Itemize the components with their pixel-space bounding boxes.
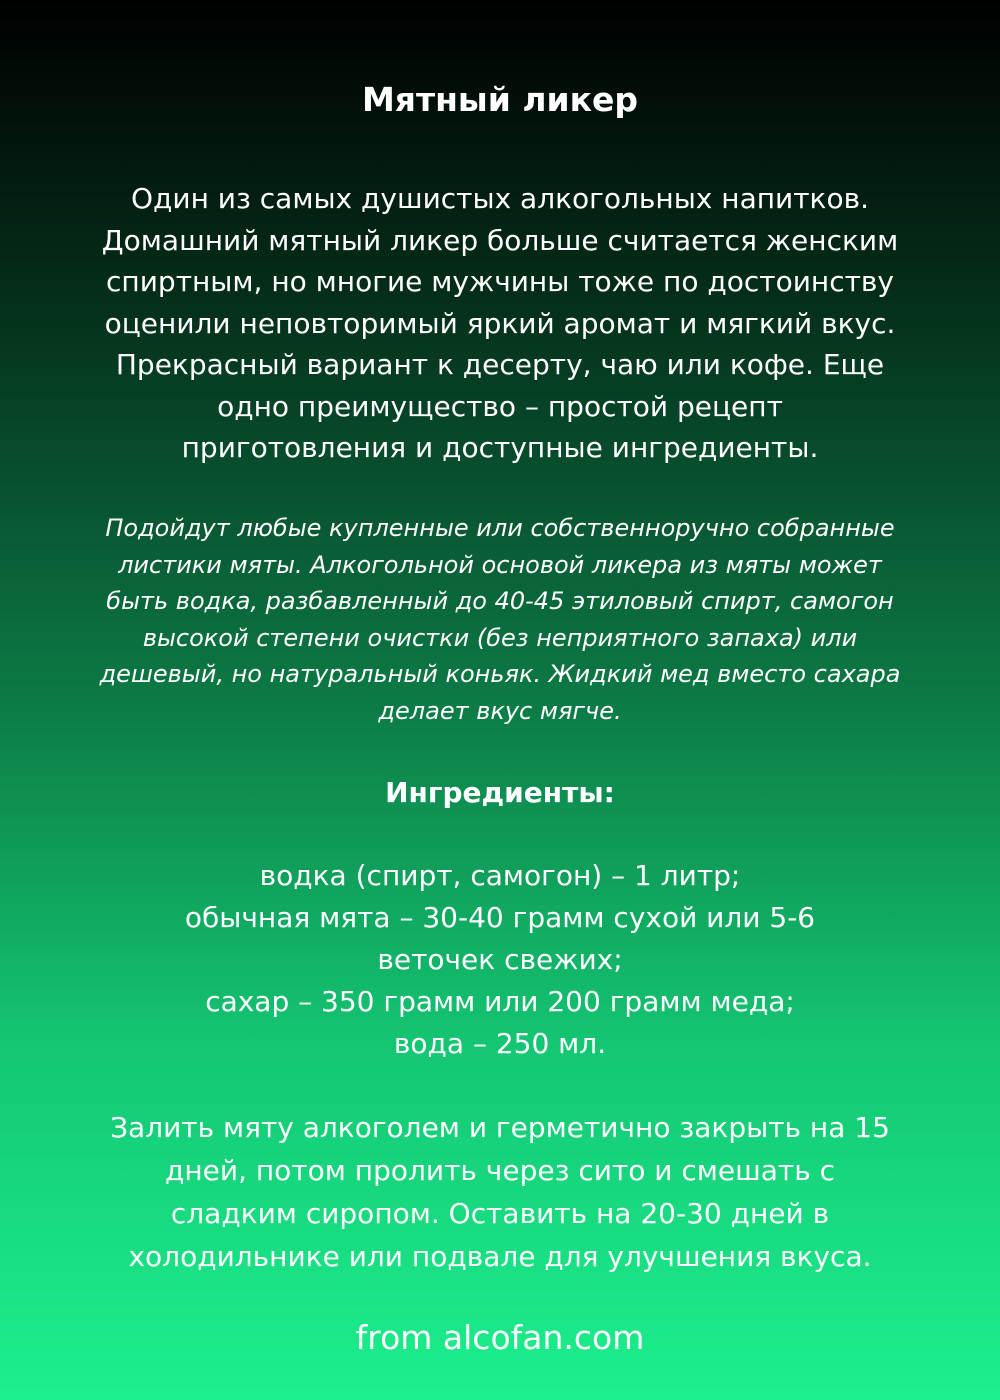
intro-line: оценили неповторимый яркий аромат и мягкий вкус. [104, 306, 896, 340]
note-line: листики мяты. Алкогольной основой ликера из мяты может [118, 550, 882, 579]
intro-line: Прекрасный вариант к десерту, чаю или кофе. Еще [115, 348, 885, 381]
ingredients-heading [50, 773, 950, 813]
intro-line: Домашний мятный ликер больше считается женским [101, 223, 899, 257]
note-paragraph [30, 510, 970, 729]
method-line: холодильнике или подвале для улучшения вкуса. [128, 1240, 872, 1273]
method-line: Залить мяту алкоголем и герметично закрыть на 15 [110, 1111, 890, 1144]
intro-line: спиртным, но многие мужчины тоже по достоинству [106, 265, 894, 298]
title-text: Мятный ликер [361, 80, 639, 119]
note-line: Подойдут любые купленные или собственноручно собранные [105, 514, 895, 542]
ingredient-line: вода – 250 мл. [393, 1027, 607, 1060]
source-text: from alcofan.com [355, 1318, 645, 1357]
intro-paragraph [50, 178, 950, 469]
note-line: быть водка, разбавленный до 40-45 этиловый спирт, самогон [106, 587, 894, 615]
method-line: дней, потом пролить через сито и смешать с [164, 1154, 836, 1187]
recipe-title [50, 78, 950, 122]
intro-line: одно преимущество – простой рецепт [217, 389, 783, 423]
note-line: высокой степени очистки (без неприятного запаха) или [142, 623, 858, 652]
ingredient-line: водка (спирт, самогон) – 1 литр; [259, 859, 741, 892]
source-credit [50, 1316, 950, 1360]
note-line: делает вкус мягче. [378, 696, 622, 725]
note-line: дешевый, но натуральный коньяк. Жидкий мед вместо сахара [99, 660, 901, 688]
method-paragraph [50, 1106, 950, 1278]
intro-line: Один из самых душистых алкогольных напитков. [130, 182, 870, 215]
intro-line: приготовления и доступные ингредиенты. [181, 431, 819, 464]
ingredient-line: обычная мята – 30-40 грамм сухой или 5-6 [184, 901, 816, 934]
ingredients-list [50, 855, 950, 1065]
ingredient-line: сахар – 350 грамм или 200 грамм меда; [205, 985, 795, 1018]
method-line: сладким сиропом. Оставить на 20-30 дней в [170, 1197, 830, 1230]
ingredients-heading-text: Ингредиенты: [385, 776, 615, 809]
ingredient-line: веточек свежих; [377, 943, 623, 976]
